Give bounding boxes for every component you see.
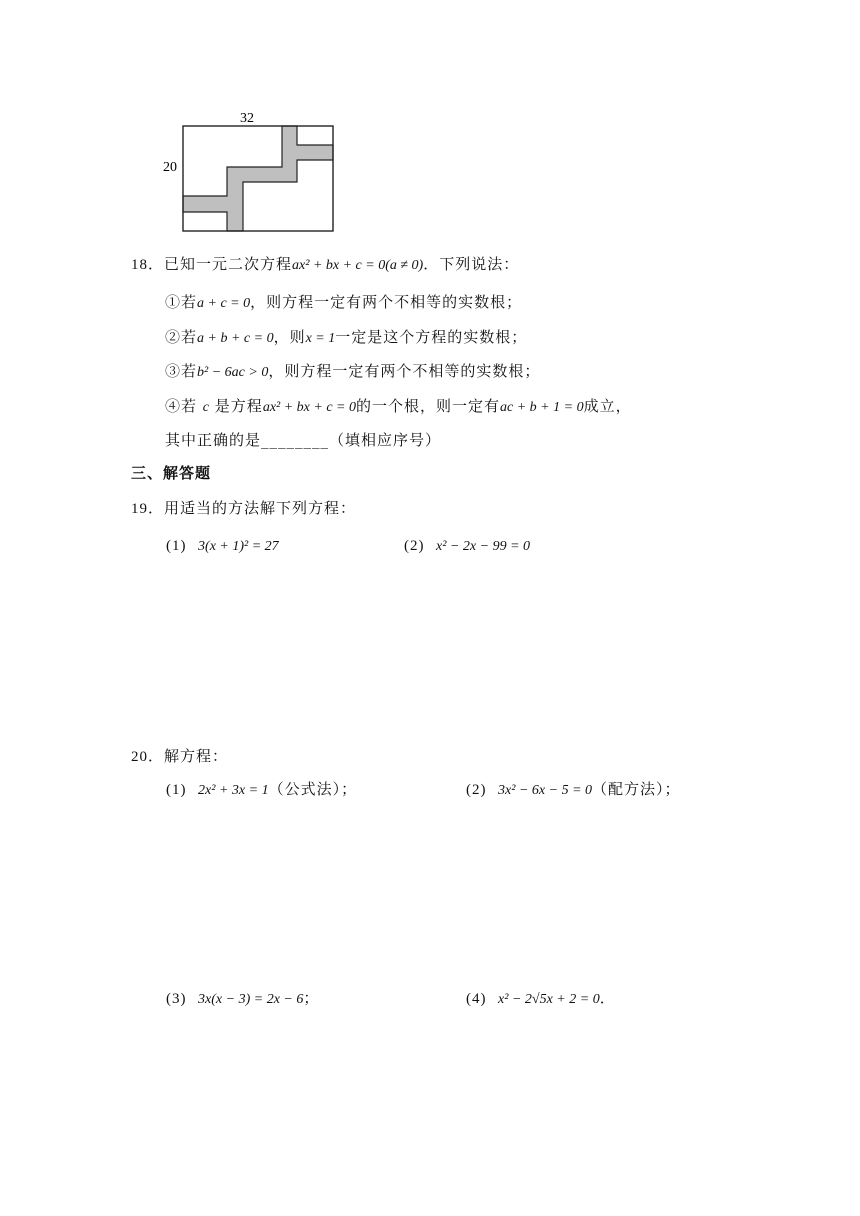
q18-number: 18． xyxy=(131,257,165,273)
statement-text: 的一个根，则一定有 xyxy=(356,397,501,415)
statement-text: ，则 xyxy=(273,328,306,346)
statement-text: 成立， xyxy=(583,397,632,415)
statement-text: ，则方程一定有两个不相等的实数根； xyxy=(268,362,541,380)
q20-part-1 xyxy=(166,778,357,799)
statement-mark: ②若 xyxy=(165,328,198,346)
statement-text: 一定是这个方程的实数根； xyxy=(335,328,528,346)
q19-stem-text: 用适当的方法解下列方程： xyxy=(164,499,357,517)
answer-blank[interactable]: ________ xyxy=(261,431,330,449)
q18-statement-3 xyxy=(165,360,540,381)
q20-part-3 xyxy=(166,987,319,1008)
statement-condition: a + b + c = 0 xyxy=(197,331,274,346)
q20-number: 20． xyxy=(131,749,165,765)
part-label: (3) xyxy=(166,991,187,1007)
statement-mark: ④若 xyxy=(165,397,198,415)
q20-stem-text: 解方程： xyxy=(164,747,229,765)
q18-stem-suffix: ．下列说法： xyxy=(423,255,520,273)
part-equation: 3(x + 1)² = 27 xyxy=(198,539,279,554)
part-label: (4) xyxy=(466,991,487,1007)
part-equation: x² − 2x − 99 = 0 xyxy=(436,539,531,554)
part-equation: 3x² − 6x − 5 = 0 xyxy=(498,783,593,798)
q20-part-4 xyxy=(466,987,616,1008)
statement-text: 是方程 xyxy=(214,397,263,415)
section-title: 三、解答题 xyxy=(131,464,212,482)
part-method: （配方法）； xyxy=(592,780,681,798)
part-method: ； xyxy=(303,989,320,1007)
part-method: （公式法）； xyxy=(268,780,358,798)
q18-answer-line xyxy=(165,429,441,450)
q19-part-2 xyxy=(404,536,530,555)
statement-mark: ③若 xyxy=(165,362,198,380)
width-label: 32 xyxy=(240,111,254,126)
q18-equation: ax² + bx + c = 0(a ≠ 0) xyxy=(292,258,424,273)
q20-part-2 xyxy=(466,778,681,799)
q18-stem xyxy=(131,253,519,274)
q20-stem xyxy=(131,745,228,766)
height-label: 20 xyxy=(163,160,177,175)
q19-part-1 xyxy=(166,536,279,555)
garden-diagram xyxy=(160,104,340,238)
statement-condition: x = 1 xyxy=(305,331,336,346)
part-equation: x² − 2√5x + 2 = 0 xyxy=(498,992,600,1007)
statement-mark: ①若 xyxy=(165,293,198,311)
part-equation: 2x² + 3x = 1 xyxy=(198,783,269,798)
q18-stem-prefix: 已知一元二次方程 xyxy=(164,255,293,273)
q18-statement-1 xyxy=(165,291,522,312)
shaded-road xyxy=(183,126,333,231)
statement-condition: b² − 6ac > 0 xyxy=(197,365,269,380)
part-label: (2) xyxy=(466,782,487,798)
q19-number: 19． xyxy=(131,501,165,517)
part-method: ． xyxy=(599,989,616,1007)
statement-condition: c xyxy=(202,400,210,415)
statement-condition: a + c = 0 xyxy=(197,296,251,311)
part-equation: 3x(x − 3) = 2x − 6 xyxy=(198,992,304,1007)
part-label: (1) xyxy=(166,538,187,554)
statement-condition: ac + b + 1 = 0 xyxy=(500,400,584,415)
statement-condition: ax² + bx + c = 0 xyxy=(262,400,356,415)
answer-suffix: （填相应序号） xyxy=(329,431,442,449)
q18-statement-2 xyxy=(165,326,527,347)
q18-statement-4 xyxy=(165,395,632,416)
answer-prefix: 其中正确的是 xyxy=(165,431,262,449)
part-label: (1) xyxy=(166,782,187,798)
garden-figure xyxy=(160,104,340,238)
q19-stem xyxy=(131,497,356,518)
statement-text: ，则方程一定有两个不相等的实数根； xyxy=(250,293,523,311)
part-label: (2) xyxy=(404,538,425,554)
